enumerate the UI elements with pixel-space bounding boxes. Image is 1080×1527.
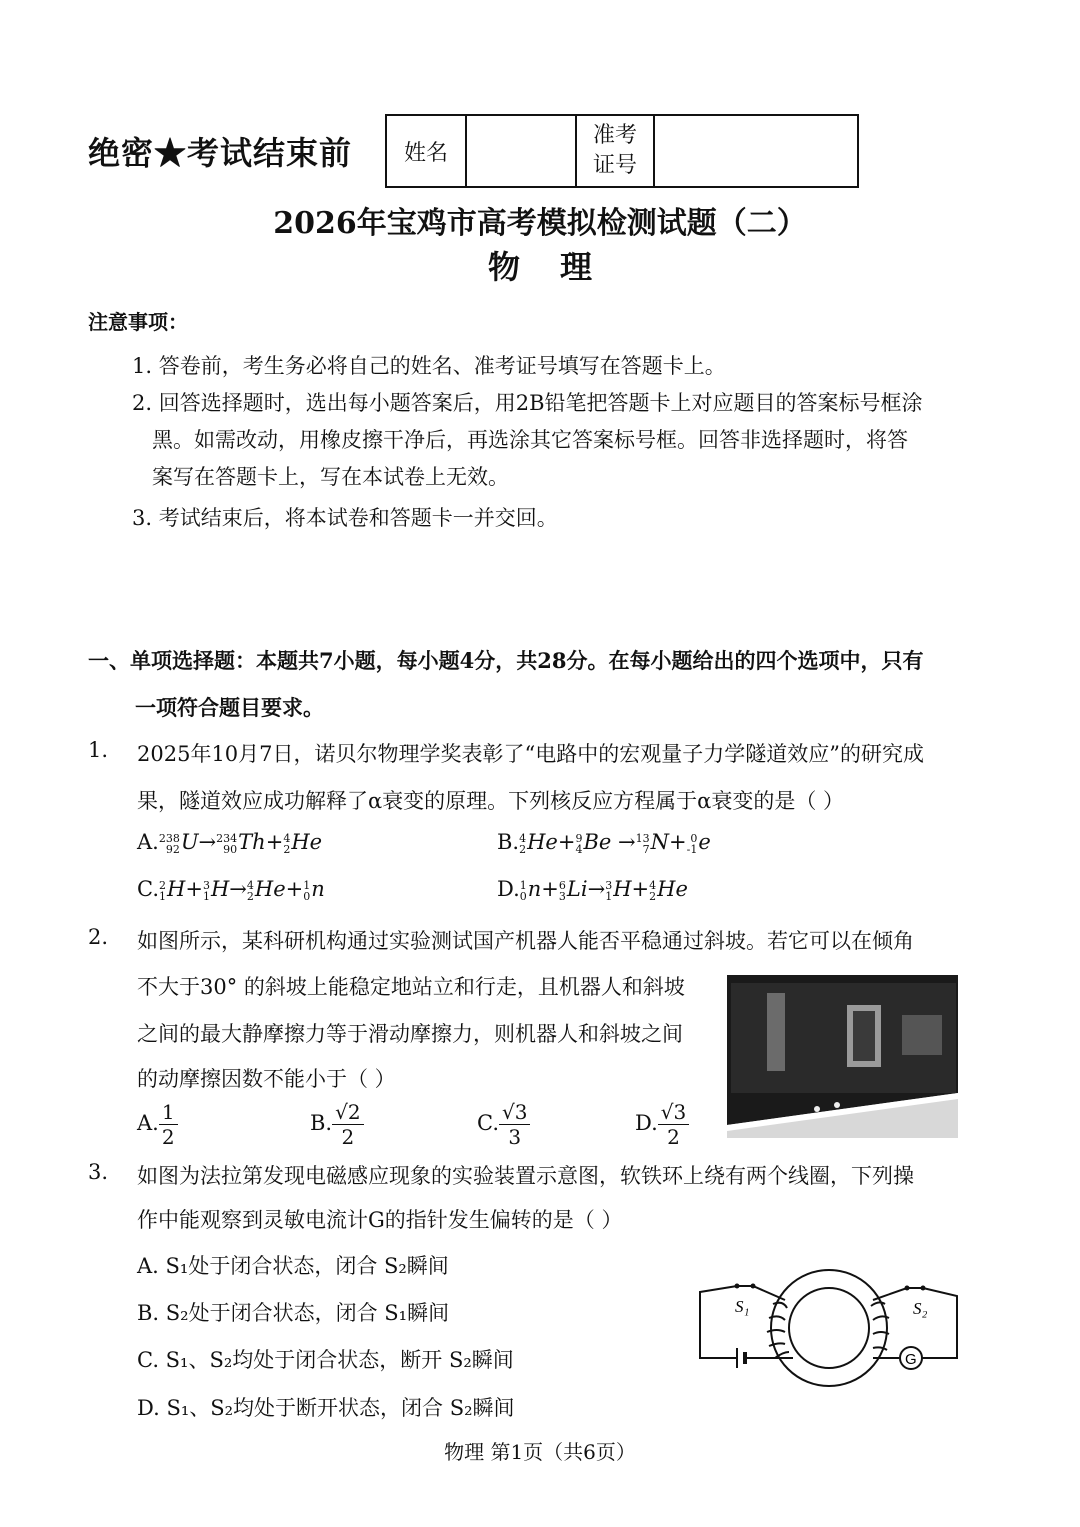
- exam-id-field[interactable]: [655, 116, 857, 186]
- exam-title: 2026年宝鸡市高考模拟检测试题（二）: [273, 206, 807, 241]
- option-c[interactable]: C. $\frac{√3}{3}$: [477, 1100, 530, 1149]
- name-label: 姓名: [387, 116, 467, 186]
- option-a[interactable]: A. 238 92 U→ 234 90 Th+ 4 2 He: [137, 830, 323, 856]
- question-number: 3.: [88, 1160, 109, 1184]
- question-text: 果，隧道效应成功解释了α衰变的原理。下列核反应方程属于α衰变的是（ ）: [137, 789, 845, 813]
- option-c[interactable]: C. S₁、S₂均处于闭合状态，断开 S₂瞬间: [137, 1348, 514, 1372]
- question-text: 2025年10月7日，诺贝尔物理学奖表彰了“电路中的宏观量子力学隧道效应”的研究成: [137, 742, 924, 766]
- confidential-label: 绝密★考试结束前: [88, 134, 353, 172]
- exam-id-label: 准考 证号: [577, 116, 655, 186]
- question-text: 如图为法拉第发现电磁感应现象的实验装置示意图，软铁环上绕有两个线圈，下列操: [137, 1164, 914, 1188]
- option-a[interactable]: A. S₁处于闭合状态，闭合 S₂瞬间: [137, 1254, 449, 1278]
- s1-label: S₁: [735, 1297, 750, 1316]
- option-d[interactable]: D. 1 0 n+ 6 3 Li→ 3 1 H+ 4 2 He: [497, 877, 688, 903]
- notice-heading: 注意事项：: [88, 310, 188, 334]
- option-b[interactable]: B. S₂处于闭合状态，闭合 S₁瞬间: [137, 1301, 450, 1325]
- subject-title: 物理: [487, 248, 632, 286]
- galvanometer-label: G: [905, 1351, 917, 1368]
- option-b[interactable]: B. 4 2 He+ 9 4 Be → 13 7 N+ 0 -1 e: [497, 830, 711, 856]
- question-number: 1.: [88, 738, 109, 762]
- notice-item: 案写在答题卡上，写在本试卷上无效。: [152, 465, 509, 489]
- question-text: 的动摩擦因数不能小于（ ）: [137, 1067, 396, 1091]
- name-field[interactable]: [467, 116, 577, 186]
- question-text: 如图所示，某科研机构通过实验测试国产机器人能否平稳通过斜坡。若它可以在倾角: [137, 929, 914, 953]
- notice-item: 3. 考试结束后，将本试卷和答题卡一并交回。: [132, 506, 558, 530]
- page-footer: 物理 第1页（共6页）: [444, 1440, 636, 1464]
- notice-item: 1. 答卷前，考生务必将自己的姓名、准考证号填写在答题卡上。: [132, 354, 726, 378]
- s2-label: S₂: [913, 1299, 928, 1318]
- section-heading: 一、单项选择题：本题共7小题，每小题4分，共28分。在每小题给出的四个选项中，只有: [88, 648, 924, 673]
- option-b[interactable]: B. $\frac{√2}{2}$: [310, 1100, 364, 1149]
- option-d[interactable]: D. $\frac{√3}{2}$: [635, 1100, 689, 1149]
- notice-item: 2. 回答选择题时，选出每小题答案后，用2B铅笔把答题卡上对应题目的答案标号框涂: [132, 391, 923, 415]
- question-text: 不大于30° 的斜坡上能稳定地站立和行走，且机器人和斜坡: [137, 975, 685, 999]
- faraday-ring-circuit-diagram: [695, 1262, 963, 1392]
- option-d[interactable]: D. S₁、S₂均处于断开状态，闭合 S₂瞬间: [137, 1396, 515, 1420]
- robot-slope-photo: [727, 975, 958, 1138]
- section-heading-cont: 一项符合题目要求。: [135, 695, 324, 720]
- option-a[interactable]: A. $\frac{1}{2}$: [137, 1100, 178, 1149]
- option-c[interactable]: C. 2 1 H+ 3 1 H→ 4 2 He+ 1 0 n: [137, 877, 325, 903]
- candidate-info-box: [385, 114, 859, 188]
- question-text: 之间的最大静摩擦力等于滑动摩擦力，则机器人和斜坡之间: [137, 1022, 683, 1046]
- question-text: 作中能观察到灵敏电流计G的指针发生偏转的是（ ）: [137, 1208, 623, 1232]
- question-number: 2.: [88, 925, 109, 949]
- notice-item: 黑。如需改动，用橡皮擦干净后，再选涂其它答案标号框。回答非选择题时，将答: [152, 428, 908, 452]
